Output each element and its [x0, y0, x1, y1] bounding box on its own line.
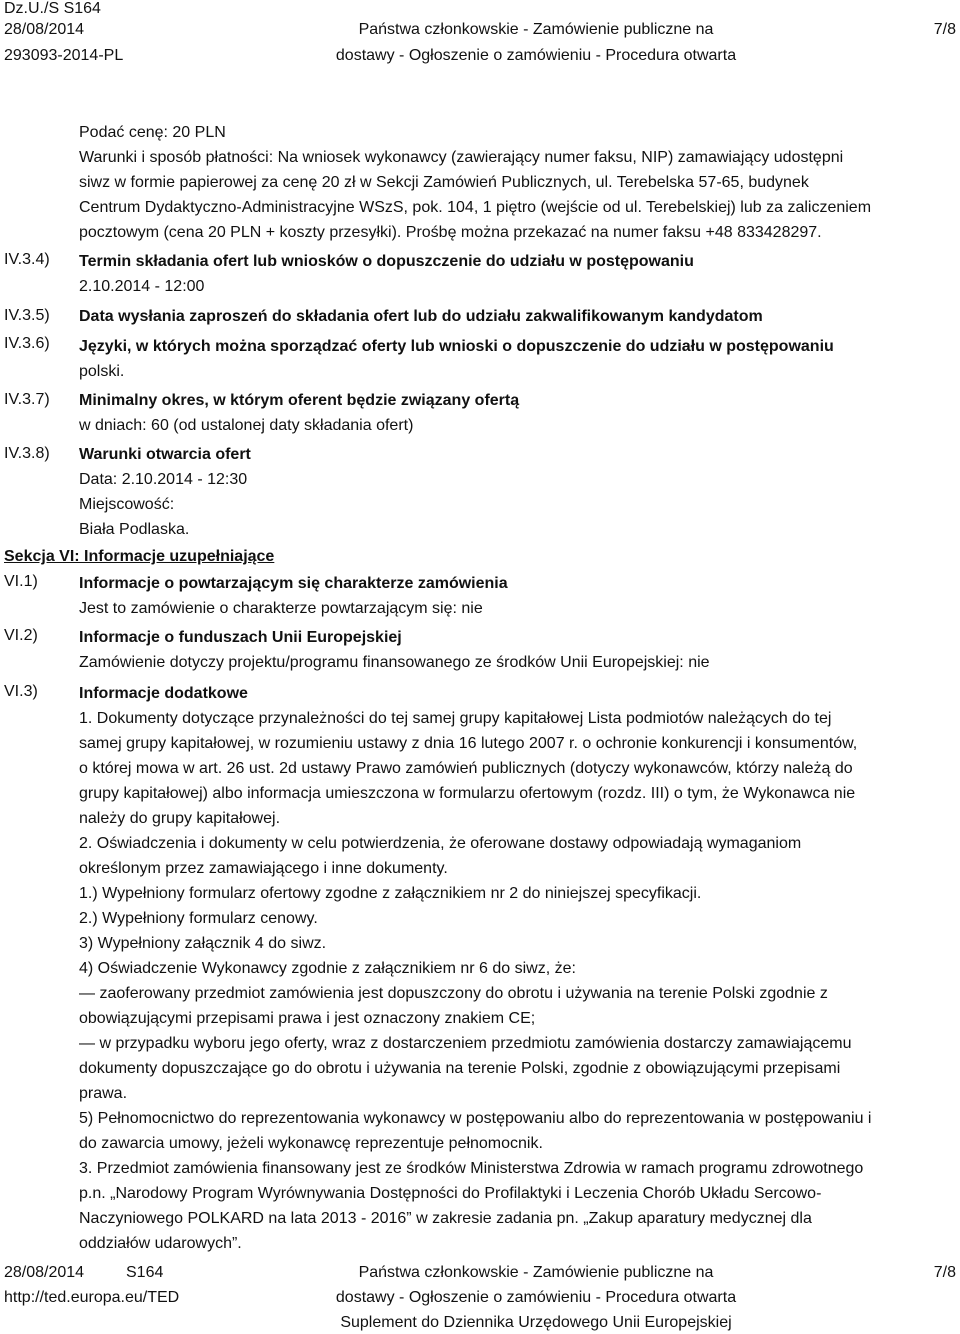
- header-date: 28/08/2014: [4, 21, 85, 38]
- intro-line: pocztowym (cena 20 PLN + koszty przesyłki). Prośbę można przekazać na numer faksu +48 833428297.: [79, 224, 822, 241]
- info-line: 4) Oświadczenie Wykonawcy zgodnie z załącznikiem nr 6 do siwz, że:: [79, 960, 576, 977]
- info-line: 2. Oświadczenia i dokumenty w celu potwierdzenia, że oferowane dostawy odpowiadają wymaganiom: [79, 835, 802, 852]
- footer-issue: S164: [126, 1264, 164, 1281]
- section-vi-1: [79, 571, 957, 621]
- opening-date: Data: 2.10.2014 - 12:30: [79, 471, 248, 488]
- section-value: 2.10.2014 - 12:00: [79, 278, 205, 295]
- page-header: [0, 0, 960, 70]
- section-iv-3-8: [79, 442, 957, 542]
- info-line: Naczyniowego POLKARD na lata 2013 - 2016” w zakresie zadania pn. „Zakup aparatury medycznej dla: [79, 1210, 812, 1227]
- info-line: dokumenty dopuszczające go do obrotu i używania na terenie Polski, zgodnie z obowiązującymi przepisami: [79, 1060, 841, 1077]
- info-line: obowiązującymi przepisami prawa i jest oznaczony znakiem CE;: [79, 1010, 536, 1027]
- header-title-line2: dostawy - Ogłoszenie o zamówieniu - Procedura otwarta: [335, 47, 737, 64]
- info-line: 5) Pełnomocnictwo do reprezentowania wykonawcy w postępowaniu albo do reprezentowania w postępowaniu i: [79, 1110, 872, 1127]
- section-title: Warunki otwarcia ofert: [79, 446, 251, 463]
- info-line: 3) Wypełniony załącznik 4 do siwz.: [79, 935, 327, 952]
- section-iv-3-4: [79, 249, 957, 299]
- info-line: — zaoferowany przedmiot zamówienia jest dopuszczony do obrotu i używania na terenie Polski zgodnie z: [79, 985, 828, 1002]
- section-value: polski.: [79, 363, 125, 380]
- intro-line: siwz w formie papierowej za cenę 20 zł w Sekcji Zamówień Publicznych, ul. Terebelska 57-65, budynek: [79, 174, 809, 191]
- footer-page-number: 7/8: [933, 1264, 956, 1281]
- info-line: oddziałów udarowych”.: [79, 1235, 242, 1252]
- section-number: VI.2): [4, 627, 38, 644]
- section-iv-3-7: [79, 388, 957, 438]
- section-value: Jest to zamówienie o charakterze powtarzającym się: nie: [79, 600, 483, 617]
- info-line: 2.) Wypełniony formularz cenowy.: [79, 910, 318, 927]
- place-value: Biała Podlaska.: [79, 521, 190, 538]
- section-number: IV.3.6): [4, 335, 50, 352]
- info-line: prawa.: [79, 1085, 128, 1102]
- section-number: IV.3.4): [4, 251, 50, 268]
- page-footer: [0, 1264, 960, 1334]
- intro-line: Warunki i sposób płatności: Na wniosek wykonawcy (zawierający numer faksu, NIP) zamawiający udostępni: [79, 149, 844, 166]
- footer-date: 28/08/2014: [4, 1264, 85, 1281]
- footer-title-line3: Suplement do Dziennika Urzędowego Unii Europejskiej: [340, 1314, 732, 1331]
- info-line: należy do grupy kapitałowej.: [79, 810, 281, 827]
- info-line: 1.) Wypełniony formularz ofertowy zgodne z załącznikiem nr 2 do niniejszej specyfikacji.: [79, 885, 702, 902]
- intro-line: Centrum Dydaktyczno-Administracyjne WSzS, pok. 104, 1 piętro (wejście od ul. Terebelskiej) lub za zaliczeniem: [79, 199, 872, 216]
- info-line: o której mowa w art. 26 ust. 2d ustawy Prawo zamówień publicznych (dotyczy wykonawców, którzy należą do: [79, 760, 853, 777]
- section-number: VI.1): [4, 573, 38, 590]
- section-title: Data wysłania zaproszeń do składania ofert lub do udziału zakwalifikowanym kandydatom: [79, 308, 763, 325]
- section-iv-3-5: [79, 304, 957, 329]
- header-page-number: 7/8: [933, 21, 956, 38]
- intro-paragraph: [79, 120, 957, 245]
- section-vi-heading: Sekcja VI: Informacje uzupełniające: [4, 548, 275, 565]
- section-vi-3: [79, 681, 957, 1256]
- section-title: Informacje o funduszach Unii Europejskiej: [79, 629, 402, 646]
- section-number: IV.3.5): [4, 307, 50, 324]
- journal-ref: Dz.U./S S164: [4, 0, 101, 17]
- section-value: Zamówienie dotyczy projektu/programu finansowanego ze środków Unii Europejskiej: nie: [79, 654, 710, 671]
- info-line: samej grupy kapitałowej, w rozumieniu ustawy z dnia 16 lutego 2007 r. o ochronie konkurencji i konsumentów,: [79, 735, 858, 752]
- section-title: Informacje dodatkowe: [79, 685, 248, 702]
- footer-title-line1: Państwa członkowskie - Zamówienie publiczne na: [358, 1264, 714, 1281]
- place-label: Miejscowość:: [79, 496, 175, 513]
- section-number: IV.3.8): [4, 445, 50, 462]
- section-value: w dniach: 60 (od ustalonej daty składania ofert): [79, 417, 414, 434]
- footer-title-line2: dostawy - Ogłoszenie o zamówieniu - Procedura otwarta: [335, 1289, 737, 1306]
- header-title-line1: Państwa członkowskie - Zamówienie publiczne na: [358, 21, 714, 38]
- info-line: grupy kapitałowej) albo informacja umieszczona w formularzu ofertowym (rozdz. III) o tym, że Wykonawca nie: [79, 785, 856, 802]
- section-number: IV.3.7): [4, 391, 50, 408]
- footer-url: http://ted.europa.eu/TED: [4, 1289, 180, 1306]
- notice-ref: 293093-2014-PL: [4, 47, 124, 64]
- info-line: 1. Dokumenty dotyczące przynależności do tej samej grupy kapitałowej Lista podmiotów należących do tej: [79, 710, 832, 727]
- section-title: Języki, w których można sporządzać oferty lub wnioski o dopuszczenie do udziału w postępowaniu: [79, 338, 834, 355]
- section-title: Termin składania ofert lub wniosków o dopuszczenie do udziału w postępowaniu: [79, 253, 694, 270]
- info-line: 3. Przedmiot zamówienia finansowany jest ze środków Ministerstwa Zdrowia w ramach programu zdrowotnego: [79, 1160, 864, 1177]
- section-title: Informacje o powtarzającym się charakterze zamówienia: [79, 575, 508, 592]
- info-line: p.n. „Narodowy Program Wyrównywania Dostępności do Profilaktyki i Leczenia Chorób Układu Sercowo-: [79, 1185, 822, 1202]
- section-number: VI.3): [4, 683, 38, 700]
- info-line: określonym przez zamawiającego i inne dokumenty.: [79, 860, 448, 877]
- intro-line: Podać cenę: 20 PLN: [79, 124, 226, 141]
- section-iv-3-6: [79, 334, 957, 384]
- section-vi-2: [79, 625, 957, 675]
- section-title: Minimalny okres, w którym oferent będzie związany ofertą: [79, 392, 520, 409]
- info-line: — w przypadku wyboru jego oferty, wraz z dostarczeniem przedmiotu zamówienia dostarczy zamawiającemu: [79, 1035, 852, 1052]
- info-line: do zawarcia umowy, jeżeli wykonawcę reprezentuje pełnomocnik.: [79, 1135, 543, 1152]
